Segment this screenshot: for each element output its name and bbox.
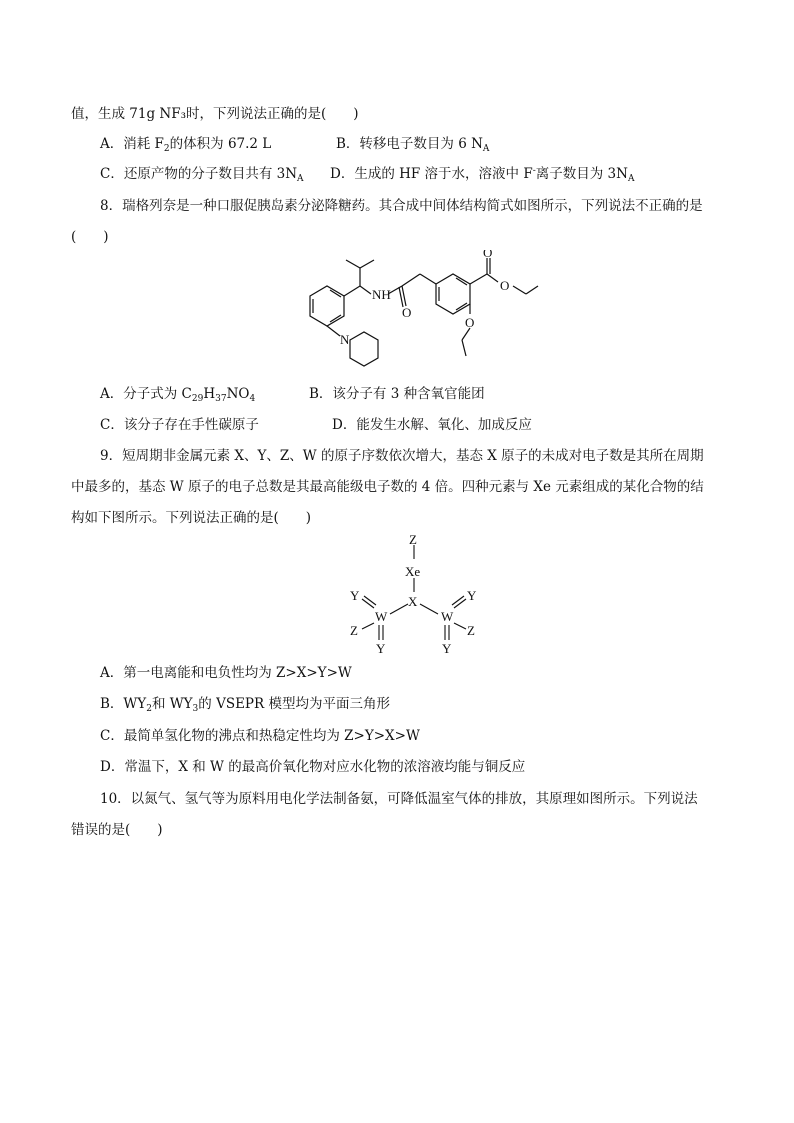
q8-label-n-pip: N [340,332,350,347]
q8-stem-line1: 8．瑞格列奈是一种口服促胰岛素分泌降糖药。其合成中间体结构简式如图所示，下列说法不正确的是 [100,198,703,214]
q9-option-a: A．第一电离能和电负性均为 Z>X>Y>W [100,665,352,681]
q9-label-z-left: Z [350,623,358,638]
q8-label-o-ether: O [465,315,475,330]
q9-stem-line3: 构如下图所示。下列说法正确的是( ) [71,510,312,526]
q9-option-b: B．$WY_2$和 $WY_3$的 VSEPR 模型均为平面三角形 [100,696,390,714]
q9-stem-line2: 中最多的，基态 W 原子的电子总数是其最高能级电子数的 4 倍。四种元素与 Xe 元素组成的某化合物的结 [71,479,704,495]
q9-label-y-left-bottom: Y [376,641,386,656]
q9-structure-diagram [340,532,490,656]
q10-stem-line1: 10．以氮气、氢气等为原料用电化学法制备氨，可降低温室气体的排放，其原理如图所示。下列说法 [100,791,698,807]
q7-option-b: B．转移电子数目为 6 $N_A$ [336,136,490,154]
q8-option-a: A．分子式为 $C_{29}H_{37}NO_4$ [100,386,256,404]
q9-label-x: X [408,594,418,609]
q9-label-z-top: Z [409,532,417,547]
q9-label-w-left: W [375,609,388,624]
q9-option-c: C．最简单氢化物的沸点和热稳定性均为 Z>Y>X>W [100,728,420,744]
q9-label-y-right-top: Y [467,588,477,603]
q7-option-a: A．消耗 $F_2$的体积为 67.2 L [100,136,272,154]
q8-option-b: B．该分子有 3 种含氧官能团 [309,386,485,402]
q8-option-c: C．该分子存在手性碳原子 [100,417,259,433]
q8-option-d: D．能发生水解、氧化、加成反应 [332,417,532,433]
q8-label-o-amide: O [402,305,412,320]
q7-option-c: C．还原产物的分子数目共有 $3N_A$ [100,166,304,184]
q9-label-z-right: Z [467,623,475,638]
q8-label-nh: NH [372,287,391,302]
q9-label-y-right-bottom: Y [442,641,452,656]
q7-option-d: D．生成的 HF 溶于水，溶液中 F-离子数目为 $3N_A$ [330,166,635,184]
q8-label-o-ester2: O [500,278,510,293]
q7-stem-tail: 值，生成 71g NF₃时，下列说法正确的是( ) [71,106,359,122]
q9-label-xe: Xe [405,564,421,579]
q10-stem-line2: 错误的是( ) [71,822,163,838]
q9-stem-line1: 9．短周期非金属元素 X、Y、Z、W 的原子序数依次增大，基态 X 原子的未成对电子数是其所在周期 [100,448,704,464]
q8-label-o-ester1: O [483,250,493,260]
q8-stem-line2: ( ) [71,229,109,245]
q9-label-y-left-top: Y [350,588,360,603]
q9-label-w-right: W [441,609,454,624]
q8-structure-diagram [280,250,580,380]
q9-option-d: D．常温下，X 和 W 的最高价氧化物对应水化物的浓溶液均能与铜反应 [100,759,526,775]
